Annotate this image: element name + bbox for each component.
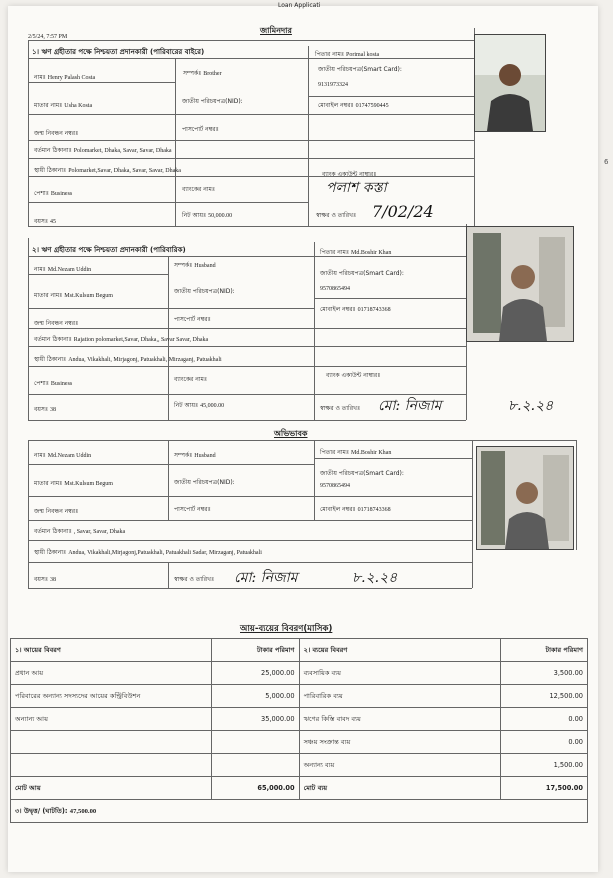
g1-signature: পলাশ কস্তা — [326, 180, 387, 196]
table-header-row — [11, 639, 588, 662]
gd-mobile: 01718743368 — [357, 507, 391, 513]
g1-nid-label: জাতীয় পরিচয়পত্র(NID): — [182, 98, 243, 105]
side-mark: 6 — [604, 158, 609, 166]
g1-father-label: পিতার নামঃ — [315, 51, 345, 58]
g2-father-label: পিতার নামঃ — [320, 249, 350, 256]
income-label: প্রধান আয় — [11, 662, 212, 685]
g1-smart-label: জাতীয় পরিচয়পত্র(Smart Card): — [318, 66, 402, 73]
g2-present: Rajation polomarket,Savar, Dhaka,, Savar Savar, Dhaka — [73, 337, 209, 343]
person-photo-icon — [477, 447, 573, 549]
gd-signature: মো: নিজাম — [234, 570, 298, 586]
g1-bank-label: ব্যাংকের নামঃ — [182, 186, 216, 193]
gd-nid-label: জাতীয় পরিচয়পত্র(NID): — [174, 479, 235, 486]
table-row — [11, 662, 588, 685]
g1-relation: Brother — [203, 71, 222, 77]
table-surplus-row — [11, 800, 588, 823]
g2-father: Md.Boshir Khan — [351, 250, 392, 256]
gd-smart: 9570865494 — [320, 483, 350, 489]
gd-mobile-label: মোবাইল নম্বরঃ — [320, 506, 356, 513]
expense-value: 1,500.00 — [500, 754, 587, 777]
gd-permanent: Andua, Vikakhali,Mirjagonj,Patuakhali, Patuakhali Sadar, Mirzaganj, Patuakhali — [68, 550, 262, 556]
total-expense: 17,500.00 — [500, 777, 587, 800]
income-expense-title: আয়-ব্যয়ের বিবরণ(মাসিক) — [240, 624, 333, 634]
g1-mother-label: মাতার নামঃ — [34, 102, 63, 109]
gd-signature-date: ৮.২.২৪ — [352, 570, 398, 586]
g1-signature-label: স্বাক্ষর ও তারিখঃ — [316, 212, 357, 219]
g2-signature-date: ৮.২.২৪ — [508, 398, 554, 414]
g1-profession-label: পেশাঃ — [34, 190, 49, 197]
g1-name: Henry Palash Costa — [47, 75, 96, 81]
g1-father: Porimal kosta — [346, 52, 380, 58]
income-expense-table — [10, 638, 588, 823]
total-income: 65,000.00 — [212, 777, 299, 800]
g2-signature: মো: নিজাম — [378, 398, 442, 414]
g2-mobile-label: মোবাইল নম্বরঃ — [320, 306, 356, 313]
income-label: অন্যান্য আয় — [11, 708, 212, 731]
g1-income: 50,000.00 — [208, 213, 233, 219]
expense-value: 12,500.00 — [500, 685, 587, 708]
g2-income: 45,000.00 — [200, 403, 225, 409]
g2-birth-label: জন্ম নিবন্ধন নম্বরঃ — [34, 320, 79, 327]
g1-name-label: নামঃ — [34, 74, 46, 81]
gd-mother: Mst.Kulsum Begum — [64, 481, 113, 487]
g2-mother: Mst.Kulsum Begum — [64, 293, 113, 299]
gd-permanent-label: স্থায়ী ঠিকানাঃ — [34, 549, 67, 556]
g2-photo — [466, 226, 574, 342]
expense-value: 0.00 — [500, 731, 587, 754]
g1-profession: Business — [50, 191, 73, 197]
gd-age-label: বয়সঃ — [34, 576, 49, 583]
g1-account-label: ব্যাংক একাউন্ট নাম্বারঃ — [322, 171, 377, 178]
g2-passport-label: পাসপোর্ট নম্বরঃ — [174, 316, 211, 323]
expense-label: ঋণের কিস্তি বাবদ ব্যয় — [299, 708, 500, 731]
income-value — [212, 754, 299, 777]
guarantor2-heading: ২। ঋণ গ্রহীতার পক্ষে নিশ্চয়তা প্রদানকারী (পারিবারিক) — [32, 246, 186, 254]
income-value — [212, 731, 299, 754]
g2-smart-label: জাতীয় পরিচয়পত্র(Smart Card): — [320, 270, 404, 277]
expense-label: ব্যবসায়িক ব্যয় — [299, 662, 500, 685]
guarantor1-heading: ১। ঋণ গ্রহীতার পক্ষে নিশ্চয়তা প্রদানকারী (পারিবারের বাইরে) — [32, 48, 205, 56]
gd-relation: Husband — [194, 453, 216, 459]
g1-income-label: নিট আয়ঃ — [182, 212, 207, 219]
gd-signature-label: স্বাক্ষর ও তারিখঃ — [174, 576, 215, 583]
g1-present: Polomarket, Dhaka, Savar, Savar, Dhaka — [73, 148, 172, 154]
table-row — [11, 685, 588, 708]
expense-label: পারিবারিক ব্যয় — [299, 685, 500, 708]
person-photo-icon — [475, 35, 545, 131]
surplus-value: 47,500.00 — [69, 808, 97, 815]
expense-header: ২। ব্যয়ের বিবরণ — [299, 639, 500, 662]
g2-mother-label: মাতার নামঃ — [34, 292, 63, 299]
gd-father: Md.Boshir Khan — [351, 450, 392, 456]
table-row — [11, 708, 588, 731]
gd-name: Md.Nezam Uddin — [47, 453, 92, 459]
gd-present-label: বর্তমান ঠিকানাঃ — [34, 528, 72, 535]
g2-bank-label: ব্যাংকের নামঃ — [174, 376, 208, 383]
gd-passport-label: পাসপোর্ট নম্বরঃ — [174, 506, 211, 513]
g1-birth-label: জন্ম নিবন্ধন নম্বরঃ — [34, 130, 79, 137]
g1-age-label: বয়সঃ — [34, 218, 49, 225]
gd-birth-label: জন্ম নিবন্ধন নম্বরঃ — [34, 508, 79, 515]
g2-present-label: বর্তমান ঠিকানাঃ — [34, 336, 72, 343]
expense-label: সঞ্চয় সংক্রান্ত ব্যয় — [299, 731, 500, 754]
table-row — [11, 731, 588, 754]
g1-mother: Usha Kosta — [64, 103, 93, 109]
g2-relation: Husband — [194, 263, 216, 269]
gd-mother-label: মাতার নামঃ — [34, 480, 63, 487]
expense-value: 0.00 — [500, 708, 587, 731]
g2-mobile: 01718743368 — [357, 307, 391, 313]
g2-age: 38 — [49, 407, 56, 413]
g1-age: 45 — [49, 219, 56, 225]
expense-amount-header: টাকার পরিমাণ — [500, 639, 587, 662]
g2-nid-label: জাতীয় পরিচয়পত্র(NID): — [174, 288, 235, 295]
g1-mobile-label: মোবাইল নম্বরঃ — [318, 102, 354, 109]
g1-smart: 9131973324 — [318, 82, 348, 88]
surplus-label: ৩। উদ্বৃত্ত/ (ঘাটতি): — [15, 807, 68, 815]
income-header: ১। আয়ের বিবরণ — [11, 639, 212, 662]
total-expense-label: মোট ব্যয় — [299, 777, 500, 800]
expense-value: 3,500.00 — [500, 662, 587, 685]
app-title: Loan Applicati — [278, 2, 321, 9]
person-photo-icon — [467, 227, 573, 341]
g1-mobile: 01747590445 — [355, 103, 389, 109]
income-value: 25,000.00 — [212, 662, 299, 685]
g1-passport-label: পাসপোর্ট নম্বরঃ — [182, 126, 219, 133]
table-total-row — [11, 777, 588, 800]
g2-permanent: Andua, Vikakhali, Mirjagonj, Patuakhali, Mirzaganj, Patuakhali — [68, 357, 222, 363]
g1-permanent-label: স্থায়ী ঠিকানাঃ — [34, 167, 67, 174]
income-amount-header: টাকার পরিমাণ — [212, 639, 299, 662]
expense-label: অন্যান্য ব্যয় — [299, 754, 500, 777]
g1-permanent: Polomarket,Savar, Dhaka, Savar, Savar, Dhaka — [68, 168, 181, 174]
income-value: 35,000.00 — [212, 708, 299, 731]
gd-age: 38 — [49, 577, 56, 583]
gd-name-label: নামঃ — [34, 452, 46, 459]
gd-father-label: পিতার নামঃ — [320, 449, 350, 456]
timestamp: 2/5/24, 7:57 PM — [28, 34, 68, 40]
income-label — [11, 754, 212, 777]
guardian-section-title: অভিভাবক — [274, 429, 308, 438]
table-row — [11, 754, 588, 777]
income-label — [11, 731, 212, 754]
g2-income-label: নিট আয়ঃ — [174, 402, 199, 409]
gd-present: , Savar, Savar, Dhaka — [73, 529, 126, 535]
gd-smart-label: জাতীয় পরিচয়পত্র(Smart Card): — [320, 470, 404, 477]
document-page — [8, 2, 598, 872]
g1-photo — [474, 34, 546, 132]
total-income-label: মোট আয় — [11, 777, 212, 800]
g2-profession-label: পেশাঃ — [34, 380, 49, 387]
g2-account-label: ব্যাংক একাউন্ট নাম্বারঃ — [326, 372, 381, 379]
g2-relation-label: সম্পর্কঃ — [174, 262, 193, 269]
guarantor-section-title: জামিনদার — [260, 26, 292, 35]
g1-present-label: বর্তমান ঠিকানাঃ — [34, 147, 72, 154]
g2-signature-label: স্বাক্ষর ও তারিখঃ — [320, 405, 361, 412]
g2-name: Md.Nezam Uddin — [47, 267, 92, 273]
g2-age-label: বয়সঃ — [34, 406, 49, 413]
gd-relation-label: সম্পর্কঃ — [174, 452, 193, 459]
g2-permanent-label: স্থায়ী ঠিকানাঃ — [34, 356, 67, 363]
income-value: 5,000.00 — [212, 685, 299, 708]
g1-signature-date: 7/02/24 — [372, 202, 434, 221]
income-label: পরিবারের অন্যান্য সদস্যদের আয়ের কন্ট্রিবিউশন — [11, 685, 212, 708]
guardian-photo — [476, 446, 574, 550]
g2-smart: 9570865494 — [320, 286, 350, 292]
g2-profession: Business — [50, 381, 73, 387]
g2-name-label: নামঃ — [34, 266, 46, 273]
g1-relation-label: সম্পর্কঃ — [183, 70, 202, 77]
